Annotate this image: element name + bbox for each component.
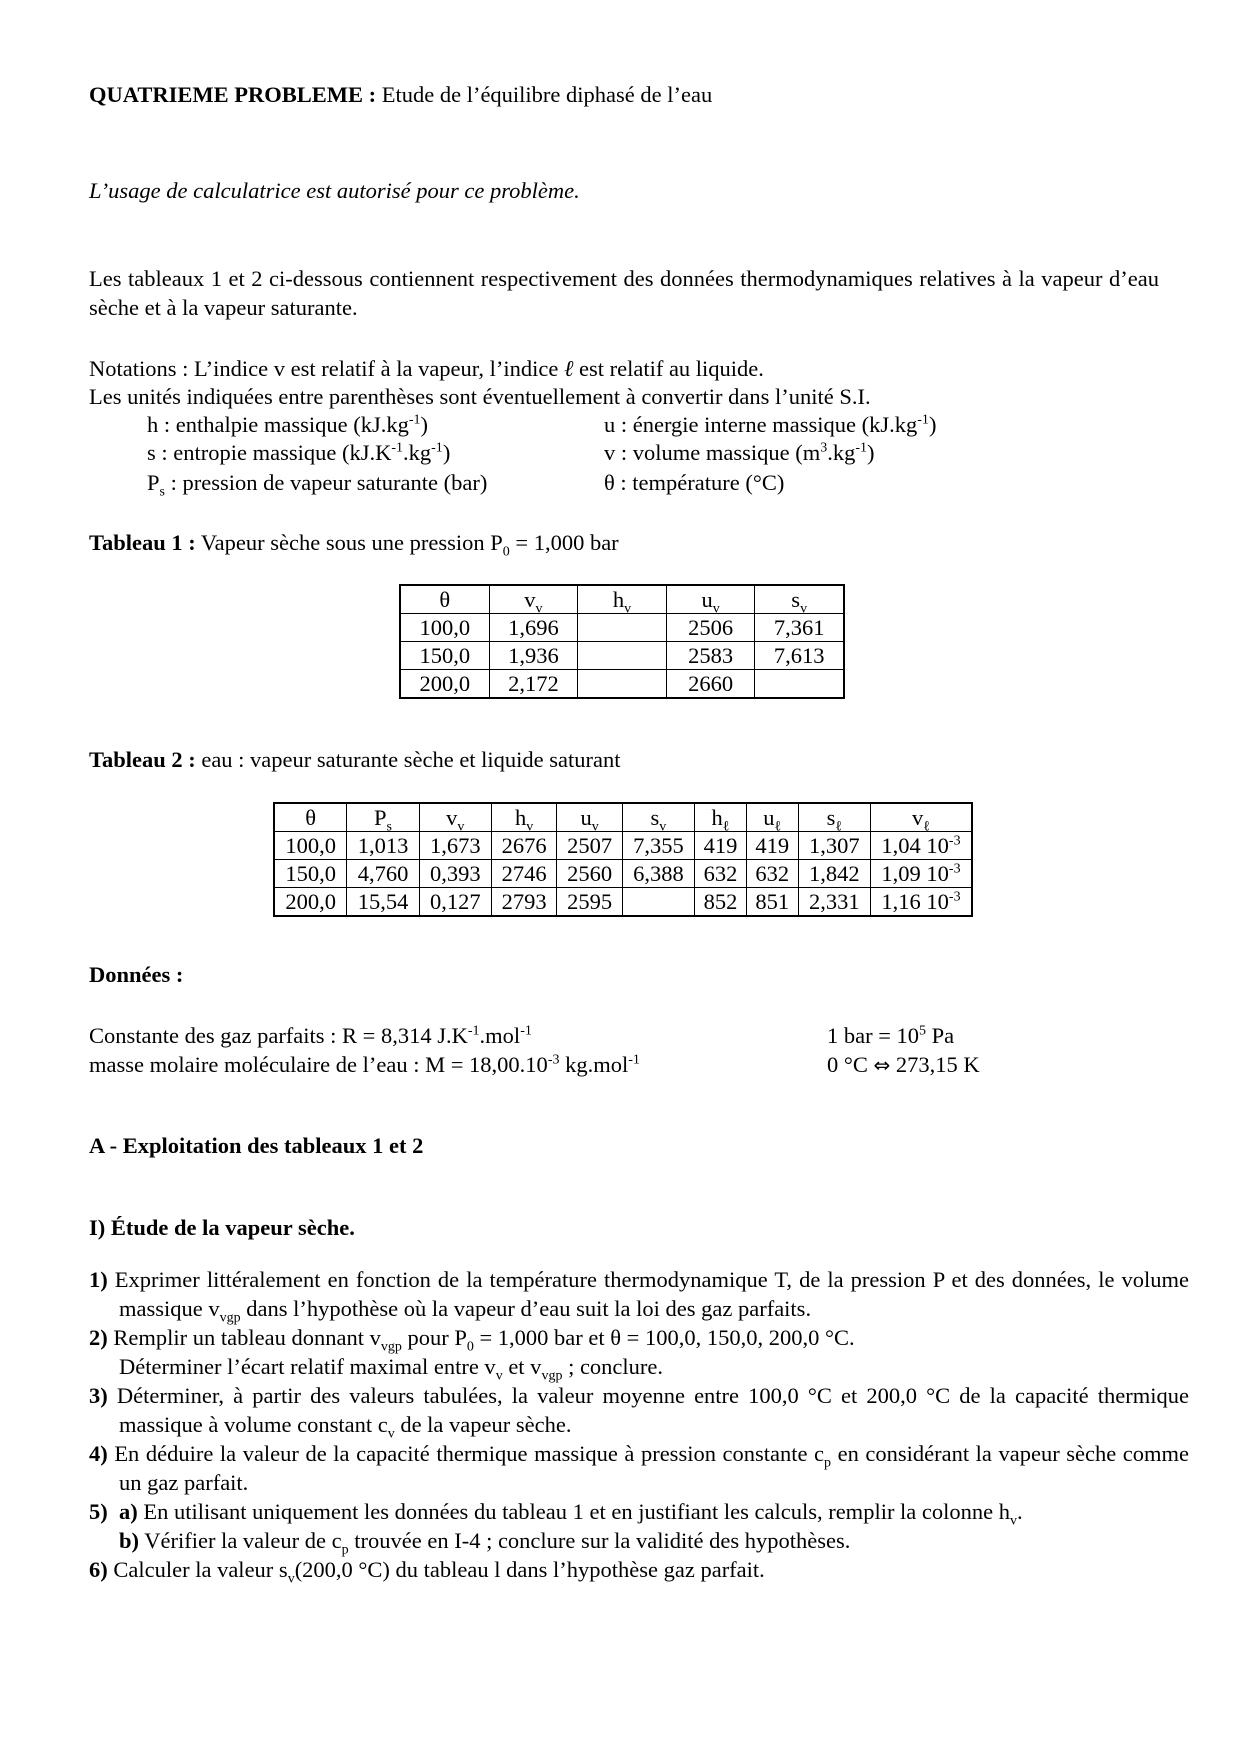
table2-header-sub: v (457, 819, 465, 835)
notation-h-exp: -1 (408, 412, 421, 428)
question-3 (89, 1381, 1189, 1442)
table2-header-cell (491, 803, 556, 835)
bar-conversion-unit: Pa (926, 1023, 955, 1048)
question-1-sub: vgp (219, 1310, 241, 1326)
notation-s-exp1: -1 (391, 440, 404, 456)
table-cell: 1,013 (347, 832, 419, 860)
intro-paragraph: Les tableaux 1 et 2 ci-dessous contiennent respectivement des données thermodynamiques relatives à la vapeur d’eau sèche et à la vapeur saturante. (89, 266, 1159, 320)
question-3-text-a: Déterminer, à partir des valeurs tabulées, la valeur moyenne entre 100,0 °C et 200,0 °C de la capacité thermique massique à volume constant c (107, 1383, 1189, 1437)
notation-u-close: ) (928, 412, 937, 437)
molar-mass-exp2: -1 (628, 1052, 640, 1068)
table2-header-row (274, 803, 972, 832)
question-1-number: 1) (89, 1267, 108, 1292)
table-cell: 200,0 (400, 670, 489, 699)
constant-r-exp1: -1 (467, 1023, 480, 1039)
table1-header-s: s (791, 587, 801, 612)
table-cell: 2676 (491, 832, 556, 860)
calculator-note-text: L’usage de calculatrice est autorisé pour ce problème. (89, 178, 580, 203)
table-cell: 7,355 (622, 832, 694, 860)
question-2 (89, 1323, 1189, 1355)
notation-theta: θ : température (°C) (604, 470, 785, 495)
question-2-text-b: pour P (401, 1325, 467, 1350)
question-5b-text-a: Vérifier la valeur de c (139, 1528, 342, 1553)
table-cell: 2506 (666, 614, 755, 642)
question-5b-sub: p (341, 1542, 349, 1558)
bar-conversion-exp: 5 (919, 1023, 927, 1039)
table2-header-h: h (515, 805, 527, 830)
question-5a-sub: v (1010, 1513, 1018, 1529)
table1-caption-bold: Tableau 1 : (89, 530, 196, 555)
table2-header-v-liquid: v (912, 805, 924, 830)
table-cell-exp: -3 (948, 833, 961, 849)
notations-line-2: Les unités indiquées entre parenthèses sont éventuellement à convertir dans l’unité S.I. (89, 384, 871, 409)
table-cell-value: 1,04 10 (881, 833, 949, 858)
table2-header-u-liquid: u (763, 805, 775, 830)
question-6-number: 6) (89, 1557, 108, 1582)
table1-header-cell (578, 585, 667, 617)
table1-header-sub: v (624, 601, 632, 617)
section-a-title (89, 1133, 423, 1159)
notation-v-exp2: -1 (855, 440, 868, 456)
notations-line-1-a: Notations : L’indice v est relatif à la vapeur, l’indice (89, 356, 564, 381)
table1-header-v: v (524, 587, 536, 612)
molar-mass-text: masse molaire moléculaire de l’eau : M = 18,00.10 (89, 1052, 548, 1077)
notation-s-mid: .kg (403, 440, 432, 465)
notation-u-text: u : énergie interne massique (kJ.kg (604, 412, 918, 437)
table-cell (578, 642, 667, 670)
table2-header-cell (419, 803, 491, 835)
notation-h (147, 412, 428, 438)
question-2-line-2-sub1: v (495, 1368, 503, 1384)
equivalence-arrow-icon: ⇔ (873, 1053, 891, 1077)
kelvin-conversion-a: 0 °C (827, 1052, 874, 1077)
table2-header-sub: v (591, 819, 599, 835)
notation-s (147, 440, 450, 466)
table-cell-value: 1,16 10 (881, 889, 949, 914)
table2-header-sub: ℓ (774, 819, 782, 835)
molar-mass-exp: -3 (547, 1052, 560, 1068)
kelvin-conversion-b: 273,15 K (890, 1052, 980, 1077)
table-cell (871, 860, 973, 888)
constant-r (89, 1023, 532, 1049)
table2-header-cell (695, 803, 747, 835)
bar-conversion-text: 1 bar = 10 (827, 1023, 920, 1048)
notation-ps (147, 470, 488, 500)
question-2-number: 2) (89, 1325, 108, 1350)
table1-caption-b: = 1,000 bar (509, 530, 619, 555)
notation-ps-sub: s (159, 484, 165, 500)
section-i-title (89, 1215, 355, 1241)
question-2-line-2-sub2: vgp (541, 1368, 563, 1384)
table-cell: 1,696 (489, 614, 578, 642)
table-1 (399, 584, 845, 699)
question-6-text-a: Calculer la valeur s (107, 1557, 288, 1582)
table-cell: 1,307 (798, 832, 870, 860)
question-4-text-b: en considérant la vapeur sèche comme un gaz parfait. (119, 1441, 1189, 1495)
question-2-sub0: 0 (466, 1339, 474, 1355)
table-2 (273, 802, 973, 917)
notations-line-1-b: est relatif au liquide. (573, 356, 764, 381)
ell-symbol: ℓ (563, 356, 574, 381)
table2-caption (89, 747, 621, 773)
question-6-sub: v (287, 1571, 295, 1587)
table-cell: 2660 (666, 670, 755, 699)
question-3-number: 3) (89, 1383, 108, 1408)
table-cell: 0,127 (419, 888, 491, 917)
table1-header-cell (489, 585, 578, 617)
molar-mass (89, 1052, 640, 1078)
table-cell: 2507 (557, 832, 622, 860)
notation-h-text: h : enthalpie massique (kJ.kg (147, 412, 409, 437)
question-5a (89, 1497, 1159, 1529)
bar-conversion (827, 1023, 954, 1049)
question-4-text-a: En déduire la valeur de la capacité thermique massique à pression constante c (107, 1441, 825, 1466)
question-6-text-b: (200,0 °C) du tableau l dans l’hypothèse gaz parfait. (294, 1557, 765, 1582)
table-cell (871, 832, 973, 860)
table-cell: 419 (695, 832, 747, 860)
table1-header-u: u (701, 587, 713, 612)
table2-header-sub: ℓ (923, 819, 930, 835)
table2-header-s-liquid: s (826, 805, 836, 830)
table2-header-theta: θ (305, 805, 317, 830)
table-cell-exp: -3 (948, 861, 961, 877)
question-5a-label: a) (119, 1499, 138, 1524)
table2-header-cell (557, 803, 622, 835)
table2-header-cell (871, 803, 973, 835)
table2-header-cell (274, 803, 347, 832)
table-row (274, 860, 972, 888)
table-cell: 0,393 (419, 860, 491, 888)
table-cell: 150,0 (400, 642, 489, 670)
question-3-sub: v (387, 1426, 395, 1442)
table-cell-value: 1,09 10 (881, 861, 949, 886)
table-cell-exp: -3 (948, 889, 961, 905)
notation-s-exp2: -1 (431, 440, 443, 456)
table-cell: 4,760 (347, 860, 419, 888)
table1-header-cell (400, 585, 489, 614)
notation-v-text: v : volume massique (m (604, 440, 821, 465)
molar-mass-mid: kg.mol (559, 1052, 629, 1077)
table-cell: 1,936 (489, 642, 578, 670)
table-cell: 100,0 (274, 832, 347, 860)
notation-u (604, 412, 936, 438)
constant-r-exp2: -1 (520, 1023, 532, 1039)
question-1-text-a: Exprimer littéralement en fonction de la température thermodynamique T, de la pression P et des données, le volume massique v (107, 1267, 1189, 1321)
table2-header-sub: v (659, 819, 667, 835)
table1-header-sub: v (712, 601, 720, 617)
problem-title-rest: Etude de l’équilibre diphasé de l’eau (381, 82, 713, 107)
table-cell: 100,0 (400, 614, 489, 642)
table-cell: 200,0 (274, 888, 347, 917)
problem-title-bold: QUATRIEME PROBLEME : (89, 82, 377, 107)
notation-ps-text: : pression de vapeur saturante (bar) (164, 470, 488, 495)
table1-header-cell (666, 585, 755, 617)
table-cell (622, 888, 694, 917)
calculator-note (89, 178, 580, 204)
problem-title (89, 82, 712, 108)
table-cell: 851 (746, 888, 798, 917)
table-cell: 2746 (491, 860, 556, 888)
question-4-sub: p (824, 1455, 832, 1471)
question-2-line-2-b: et v (502, 1354, 542, 1379)
question-6 (89, 1555, 1159, 1587)
question-5b-label: b) (119, 1528, 140, 1553)
question-2-line-2 (119, 1352, 1159, 1384)
table-row (274, 832, 972, 860)
table-cell: 2560 (557, 860, 622, 888)
table2-header-h-liquid: h (711, 805, 723, 830)
table1-header-sub: v (535, 601, 543, 617)
question-5b (119, 1526, 1159, 1558)
table2-header-sub: v (526, 819, 534, 835)
table2-caption-bold: Tableau 2 : (89, 747, 196, 772)
notation-v-close: ) (867, 440, 875, 465)
table-cell (755, 670, 844, 699)
table2-header-sub: s (386, 819, 392, 835)
table-cell: 2793 (491, 888, 556, 917)
constant-r-mid: .mol (479, 1023, 521, 1048)
question-1-text-b: dans l’hypothèse où la vapeur d’eau suit la loi des gaz parfaits. (240, 1296, 812, 1321)
table-cell (578, 670, 667, 699)
table1-header-h: h (612, 587, 625, 612)
table2-header-p: P (374, 805, 387, 830)
notation-v-exp1: 3 (820, 440, 828, 456)
donnees-title-text: Données : (89, 962, 184, 987)
table-cell: 632 (695, 860, 747, 888)
table2-header-v: v (446, 805, 458, 830)
notation-h-close: ) (420, 412, 428, 437)
table-cell: 15,54 (347, 888, 419, 917)
kelvin-conversion (827, 1052, 980, 1078)
section-i-title-text: I) Étude de la vapeur sèche. (89, 1215, 355, 1240)
notation-s-close: ) (442, 440, 451, 465)
table-row (274, 888, 972, 917)
table-row (400, 670, 844, 699)
table1-caption-a: Vapeur sèche sous une pression P (195, 530, 503, 555)
question-4-number: 4) (89, 1441, 108, 1466)
question-3-text-b: de la vapeur sèche. (394, 1412, 572, 1437)
table2-header-s: s (650, 805, 660, 830)
notation-u-exp: -1 (917, 412, 929, 428)
table-cell: 2595 (557, 888, 622, 917)
table1-header-row (400, 585, 844, 614)
question-2-sub: vgp (380, 1339, 402, 1355)
table-cell: 2583 (666, 642, 755, 670)
question-2-line-2-c: ; conclure. (562, 1354, 664, 1379)
table-cell: 632 (746, 860, 798, 888)
table2-header-cell (347, 803, 419, 835)
table1-caption-sub: 0 (502, 544, 510, 560)
table-row (400, 614, 844, 642)
table-cell: 6,388 (622, 860, 694, 888)
table-row (400, 642, 844, 670)
question-2-text-c: = 1,000 bar et θ = 100,0, 150,0, 200,0 °C. (473, 1325, 855, 1350)
table-cell: 852 (695, 888, 747, 917)
question-5a-text-b: . (1017, 1499, 1023, 1524)
table-cell (578, 614, 667, 642)
question-1 (89, 1265, 1189, 1326)
table-cell: 7,613 (755, 642, 844, 670)
table2-header-sub: ℓ (835, 819, 843, 835)
notation-s-text: s : entropie massique (kJ.K (147, 440, 392, 465)
question-2-text-a: Remplir un tableau donnant v (107, 1325, 381, 1350)
notation-ps-main: P (147, 470, 160, 495)
constant-r-text: Constante des gaz parfaits : R = 8,314 J.K (89, 1023, 468, 1048)
table2-header-u: u (580, 805, 592, 830)
table2-header-cell (798, 803, 870, 835)
section-a-title-text: A - Exploitation des tableaux 1 et 2 (89, 1133, 424, 1158)
table-cell: 2,331 (798, 888, 870, 917)
table2-header-cell (622, 803, 694, 835)
table-cell (871, 888, 973, 917)
question-5-number: 5) (89, 1499, 108, 1524)
table-cell: 7,361 (755, 614, 844, 642)
table-cell: 1,842 (798, 860, 870, 888)
notations-line-1 (89, 356, 764, 382)
question-5a-text-a: En utilisant uniquement les données du tableau 1 et en justifiant les calculs, remplir la colonne h (137, 1499, 1011, 1524)
table-cell: 1,673 (419, 832, 491, 860)
table1-header-cell (755, 585, 844, 617)
donnees-title (89, 962, 183, 988)
table2-header-cell (746, 803, 798, 835)
table-cell: 419 (746, 832, 798, 860)
notation-v-mid: .kg (827, 440, 856, 465)
table1-header-theta: θ (439, 587, 451, 612)
table-cell: 150,0 (274, 860, 347, 888)
table1-header-sub: v (800, 601, 808, 617)
notation-v (604, 440, 875, 466)
question-5b-text-b: trouvée en I-4 ; conclure sur la validité des hypothèses. (348, 1528, 851, 1553)
table-cell: 2,172 (489, 670, 578, 699)
question-2-line-2-a: Déterminer l’écart relatif maximal entre v (119, 1354, 496, 1379)
table1-caption (89, 530, 619, 560)
question-4 (89, 1439, 1189, 1497)
table2-caption-rest: eau : vapeur saturante sèche et liquide saturant (195, 747, 621, 772)
table2-header-sub: ℓ (722, 819, 730, 835)
